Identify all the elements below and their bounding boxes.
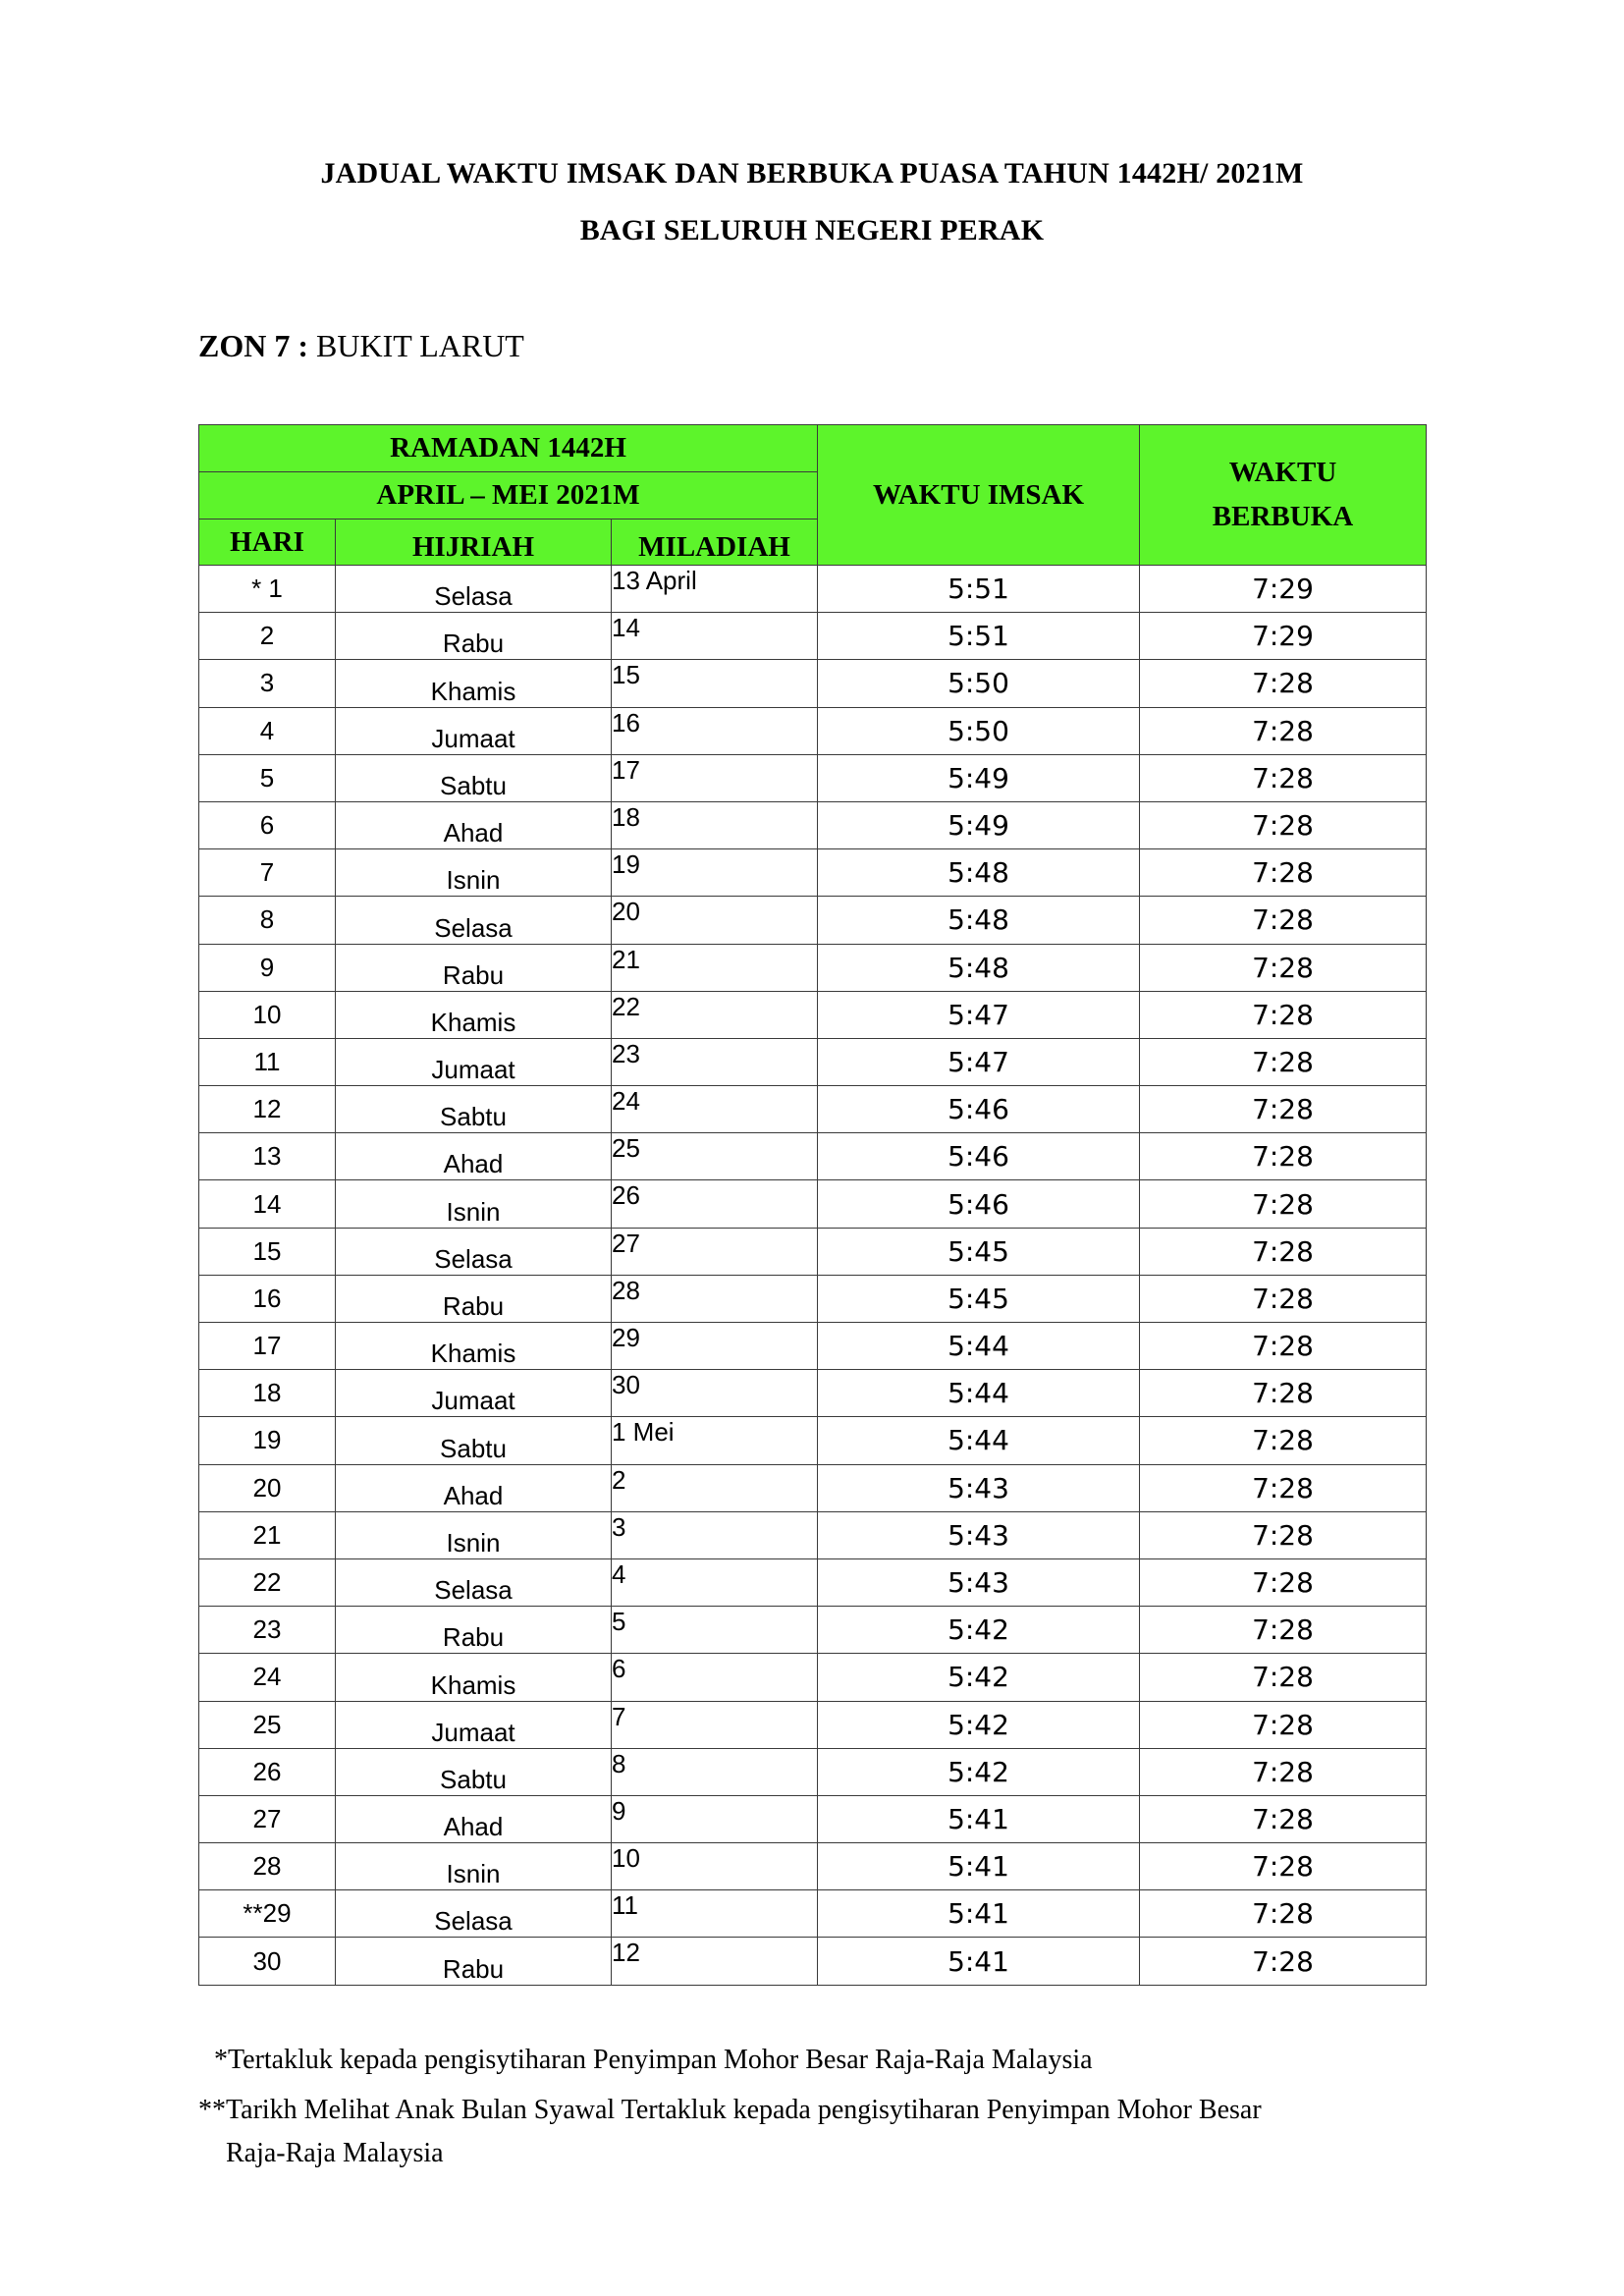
table-row: [199, 1275, 1427, 1322]
cell-hijriah: Rabu: [336, 944, 612, 991]
cell-hijriah: Sabtu: [336, 754, 612, 801]
table-row: [199, 991, 1427, 1038]
cell-miladiah: 14: [612, 613, 818, 660]
cell-hari: 5: [199, 754, 336, 801]
cell-imsak: 5:45: [818, 1275, 1140, 1322]
cell-hijriah: Ahad: [336, 1464, 612, 1511]
table-row: [199, 754, 1427, 801]
cell-berbuka: 7:28: [1140, 1795, 1427, 1842]
cell-imsak: 5:46: [818, 1086, 1140, 1133]
table-row: [199, 1228, 1427, 1275]
cell-hijriah: Selasa: [336, 1228, 612, 1275]
cell-hijriah: Selasa: [336, 566, 612, 613]
cell-hari: 8: [199, 897, 336, 944]
cell-berbuka: 7:28: [1140, 707, 1427, 754]
table-row: [199, 944, 1427, 991]
cell-imsak: 5:44: [818, 1417, 1140, 1464]
header-month-range: APRIL – MEI 2021M: [199, 472, 818, 519]
cell-berbuka: 7:28: [1140, 1370, 1427, 1417]
table-row: [199, 1511, 1427, 1558]
cell-hijriah: Rabu: [336, 1607, 612, 1654]
cell-imsak: 5:43: [818, 1464, 1140, 1511]
cell-hari: 26: [199, 1748, 336, 1795]
cell-miladiah: 5: [612, 1607, 818, 1654]
cell-hari: 11: [199, 1038, 336, 1085]
table-row: [199, 1701, 1427, 1748]
cell-miladiah: 24: [612, 1086, 818, 1133]
header-miladiah-label: MILADIAH: [638, 530, 790, 563]
cell-hari: 6: [199, 801, 336, 848]
cell-berbuka: 7:28: [1140, 849, 1427, 897]
table-row: [199, 566, 1427, 613]
cell-hari: 10: [199, 991, 336, 1038]
cell-hijriah: Isnin: [336, 1843, 612, 1890]
cell-imsak: 5:41: [818, 1890, 1140, 1938]
cell-imsak: 5:50: [818, 707, 1140, 754]
cell-hari: 23: [199, 1607, 336, 1654]
cell-hari: 19: [199, 1417, 336, 1464]
cell-miladiah: 25: [612, 1133, 818, 1180]
header-berbuka: [1140, 425, 1427, 566]
header-berbuka-line2: BERBUKA: [1212, 501, 1354, 532]
cell-hari: 17: [199, 1323, 336, 1370]
cell-berbuka: 7:28: [1140, 1275, 1427, 1322]
cell-hijriah: Khamis: [336, 991, 612, 1038]
cell-hari: 25: [199, 1701, 336, 1748]
cell-imsak: 5:48: [818, 944, 1140, 991]
cell-imsak: 5:50: [818, 660, 1140, 707]
footnote-1: *Tertakluk kepada pengisytiharan Penyimpan Mohor Besar Raja-Raja Malaysia: [214, 2045, 1093, 2075]
cell-miladiah: 22: [612, 991, 818, 1038]
cell-miladiah: 8: [612, 1748, 818, 1795]
cell-berbuka: 7:28: [1140, 897, 1427, 944]
cell-hari: 13: [199, 1133, 336, 1180]
cell-berbuka: 7:28: [1140, 1038, 1427, 1085]
cell-imsak: 5:47: [818, 991, 1140, 1038]
cell-imsak: 5:51: [818, 566, 1140, 613]
cell-miladiah: 10: [612, 1843, 818, 1890]
cell-hijriah: Jumaat: [336, 707, 612, 754]
table-row: [199, 613, 1427, 660]
cell-hijriah: Rabu: [336, 613, 612, 660]
cell-hari: 18: [199, 1370, 336, 1417]
cell-berbuka: 7:28: [1140, 1890, 1427, 1938]
table-row: [199, 1890, 1427, 1938]
cell-berbuka: 7:28: [1140, 991, 1427, 1038]
cell-imsak: 5:49: [818, 754, 1140, 801]
table-row: [199, 1607, 1427, 1654]
cell-miladiah: 27: [612, 1228, 818, 1275]
cell-hari: 30: [199, 1938, 336, 1985]
cell-hijriah: Ahad: [336, 1133, 612, 1180]
cell-berbuka: 7:28: [1140, 1228, 1427, 1275]
cell-miladiah: 21: [612, 944, 818, 991]
cell-hari: 14: [199, 1180, 336, 1228]
header-hijriah-label: HIJRIAH: [411, 530, 535, 563]
cell-miladiah: 29: [612, 1323, 818, 1370]
cell-miladiah: 9: [612, 1795, 818, 1842]
cell-berbuka: 7:28: [1140, 1654, 1427, 1701]
table-row: [199, 1464, 1427, 1511]
cell-hijriah: Jumaat: [336, 1701, 612, 1748]
table-row: [199, 1795, 1427, 1842]
cell-hari: 20: [199, 1464, 336, 1511]
cell-miladiah: 4: [612, 1558, 818, 1606]
cell-hijriah: Khamis: [336, 1323, 612, 1370]
table-row: [199, 897, 1427, 944]
cell-imsak: 5:43: [818, 1558, 1140, 1606]
cell-hijriah: Selasa: [336, 1890, 612, 1938]
cell-hari: **29: [199, 1890, 336, 1938]
cell-imsak: 5:43: [818, 1511, 1140, 1558]
cell-hari: 16: [199, 1275, 336, 1322]
cell-imsak: 5:44: [818, 1323, 1140, 1370]
cell-hari: 28: [199, 1843, 336, 1890]
cell-berbuka: 7:28: [1140, 1323, 1427, 1370]
cell-berbuka: 7:28: [1140, 1133, 1427, 1180]
cell-hijriah: Rabu: [336, 1938, 612, 1985]
footnote-2-continued: Raja-Raja Malaysia: [226, 2138, 444, 2168]
header-miladiah: [612, 519, 818, 566]
cell-hari: 21: [199, 1511, 336, 1558]
cell-imsak: 5:46: [818, 1180, 1140, 1228]
cell-hari: 22: [199, 1558, 336, 1606]
cell-hijriah: Rabu: [336, 1275, 612, 1322]
cell-berbuka: 7:28: [1140, 754, 1427, 801]
cell-berbuka: 7:28: [1140, 1180, 1427, 1228]
zone-label: ZON 7 :: [198, 328, 308, 363]
cell-imsak: 5:42: [818, 1701, 1140, 1748]
cell-berbuka: 7:28: [1140, 660, 1427, 707]
cell-hijriah: Khamis: [336, 660, 612, 707]
cell-miladiah: 15: [612, 660, 818, 707]
header-hari: HARI: [199, 519, 336, 566]
cell-hijriah: Selasa: [336, 897, 612, 944]
cell-miladiah: 17: [612, 754, 818, 801]
cell-berbuka: 7:28: [1140, 1843, 1427, 1890]
cell-imsak: 5:42: [818, 1748, 1140, 1795]
zone-heading: [198, 328, 524, 364]
table-row: [199, 1038, 1427, 1085]
cell-hijriah: Jumaat: [336, 1038, 612, 1085]
cell-imsak: 5:48: [818, 849, 1140, 897]
table-row: [199, 1748, 1427, 1795]
cell-imsak: 5:41: [818, 1938, 1140, 1985]
cell-imsak: 5:48: [818, 897, 1140, 944]
cell-miladiah: 11: [612, 1890, 818, 1938]
table-row: [199, 660, 1427, 707]
cell-hari: * 1: [199, 566, 336, 613]
cell-hijriah: Sabtu: [336, 1417, 612, 1464]
cell-imsak: 5:49: [818, 801, 1140, 848]
cell-miladiah: 1 Mei: [612, 1417, 818, 1464]
cell-hijriah: Jumaat: [336, 1370, 612, 1417]
cell-imsak: 5:42: [818, 1654, 1140, 1701]
cell-hari: 4: [199, 707, 336, 754]
cell-hari: 9: [199, 944, 336, 991]
table-row: [199, 707, 1427, 754]
schedule-table: [198, 424, 1427, 1986]
cell-berbuka: 7:28: [1140, 1464, 1427, 1511]
table-row: [199, 849, 1427, 897]
table-row: [199, 1133, 1427, 1180]
cell-miladiah: 16: [612, 707, 818, 754]
cell-miladiah: 7: [612, 1701, 818, 1748]
document-title: JADUAL WAKTU IMSAK DAN BERBUKA PUASA TAHUN 1442H/ 2021M: [320, 157, 1304, 190]
cell-hari: 15: [199, 1228, 336, 1275]
table-row: [199, 1654, 1427, 1701]
cell-hari: 12: [199, 1086, 336, 1133]
table-row: [199, 1086, 1427, 1133]
table-row: [199, 1370, 1427, 1417]
cell-miladiah: 20: [612, 897, 818, 944]
zone-name: BUKIT LARUT: [316, 328, 524, 363]
cell-miladiah: 12: [612, 1938, 818, 1985]
cell-imsak: 5:42: [818, 1607, 1140, 1654]
cell-hijriah: Khamis: [336, 1654, 612, 1701]
cell-miladiah: 6: [612, 1654, 818, 1701]
cell-berbuka: 7:28: [1140, 1086, 1427, 1133]
cell-hari: 27: [199, 1795, 336, 1842]
cell-miladiah: 13 April: [612, 566, 818, 613]
table-row: [199, 1843, 1427, 1890]
cell-berbuka: 7:28: [1140, 1511, 1427, 1558]
cell-imsak: 5:41: [818, 1843, 1140, 1890]
cell-hari: 3: [199, 660, 336, 707]
table-row: [199, 1558, 1427, 1606]
header-hijriah: [336, 519, 612, 566]
cell-berbuka: 7:28: [1140, 1607, 1427, 1654]
cell-miladiah: 2: [612, 1464, 818, 1511]
table-row: [199, 1938, 1427, 1985]
cell-hari: 7: [199, 849, 336, 897]
footnote-2: **Tarikh Melihat Anak Bulan Syawal Tertakluk kepada pengisytiharan Penyimpan Mohor Besar: [198, 2095, 1262, 2125]
cell-imsak: 5:47: [818, 1038, 1140, 1085]
cell-miladiah: 26: [612, 1180, 818, 1228]
cell-hijriah: Sabtu: [336, 1086, 612, 1133]
cell-imsak: 5:51: [818, 613, 1140, 660]
cell-hijriah: Selasa: [336, 1558, 612, 1606]
cell-miladiah: 28: [612, 1275, 818, 1322]
header-ramadan: RAMADAN 1442H: [199, 425, 818, 472]
table-row: [199, 1417, 1427, 1464]
cell-hijriah: Isnin: [336, 849, 612, 897]
cell-berbuka: 7:28: [1140, 1558, 1427, 1606]
cell-miladiah: 3: [612, 1511, 818, 1558]
cell-miladiah: 30: [612, 1370, 818, 1417]
cell-berbuka: 7:28: [1140, 801, 1427, 848]
cell-hijriah: Sabtu: [336, 1748, 612, 1795]
cell-berbuka: 7:29: [1140, 566, 1427, 613]
cell-imsak: 5:44: [818, 1370, 1140, 1417]
table-row: [199, 801, 1427, 848]
cell-miladiah: 19: [612, 849, 818, 897]
cell-hijriah: Ahad: [336, 801, 612, 848]
cell-imsak: 5:41: [818, 1795, 1140, 1842]
table-row: [199, 1180, 1427, 1228]
cell-berbuka: 7:28: [1140, 944, 1427, 991]
cell-berbuka: 7:29: [1140, 613, 1427, 660]
cell-hijriah: Isnin: [336, 1180, 612, 1228]
cell-miladiah: 18: [612, 801, 818, 848]
cell-miladiah: 23: [612, 1038, 818, 1085]
cell-hari: 24: [199, 1654, 336, 1701]
cell-hari: 2: [199, 613, 336, 660]
cell-imsak: 5:46: [818, 1133, 1140, 1180]
cell-berbuka: 7:28: [1140, 1417, 1427, 1464]
cell-berbuka: 7:28: [1140, 1748, 1427, 1795]
header-imsak: WAKTU IMSAK: [818, 425, 1140, 566]
cell-berbuka: 7:28: [1140, 1938, 1427, 1985]
cell-hijriah: Isnin: [336, 1511, 612, 1558]
cell-imsak: 5:45: [818, 1228, 1140, 1275]
header-berbuka-line1: WAKTU: [1228, 457, 1337, 488]
document-subtitle: BAGI SELURUH NEGERI PERAK: [579, 214, 1045, 246]
cell-hijriah: Ahad: [336, 1795, 612, 1842]
cell-berbuka: 7:28: [1140, 1701, 1427, 1748]
table-row: [199, 1323, 1427, 1370]
